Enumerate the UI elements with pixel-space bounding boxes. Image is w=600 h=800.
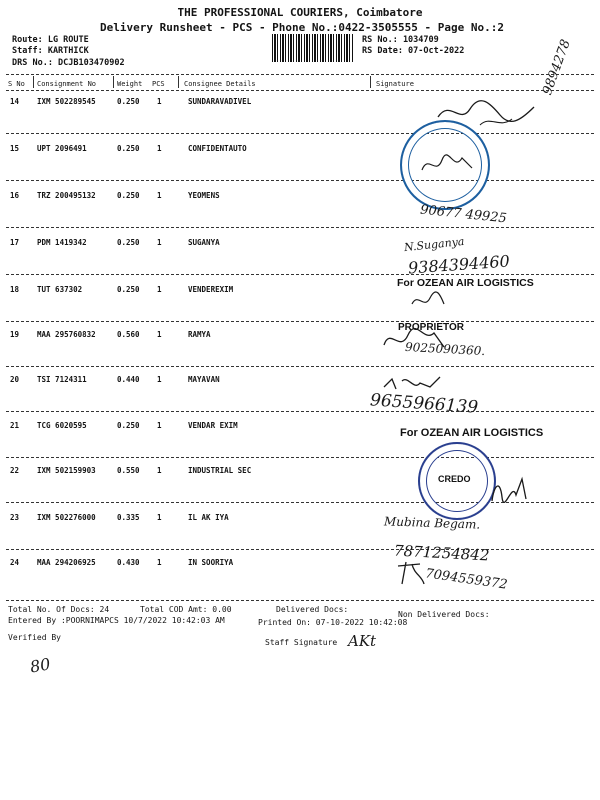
row-weight: 0.250 — [117, 421, 140, 430]
total-docs: Total No. Of Docs: 24 — [8, 605, 110, 614]
header-bottom-rule — [6, 90, 594, 91]
staff-signature-label: Staff Signature — [265, 638, 338, 647]
row-divider — [6, 549, 594, 550]
row-divider — [6, 457, 594, 458]
row-weight: 0.250 — [117, 97, 140, 106]
row-pcs: 1 — [157, 330, 162, 339]
row-weight: 0.250 — [117, 144, 140, 153]
delivered-docs: Delivered Docs: — [276, 605, 349, 614]
ozean-stamp-2: For OZEAN AIR LOGISTICS — [400, 427, 544, 439]
row-consignment: TUT 637302 — [37, 285, 83, 294]
header-top-rule — [6, 74, 594, 75]
row-consignment: IXM 502289545 — [37, 97, 96, 106]
row-sno: 23 — [10, 513, 20, 522]
row-sno: 14 — [10, 97, 20, 106]
row-consignment: IXM 502276000 — [37, 513, 96, 522]
entered-by: Entered By :POORNIMAPCS 10/7/2022 10:42:03 AM — [8, 616, 225, 625]
row-sno: 22 — [10, 466, 20, 475]
row-consignment: MAA 294206925 — [37, 558, 96, 567]
row-consignee: YEOMENS — [188, 191, 220, 200]
row-divider — [6, 411, 594, 412]
row-consignee: RAMYA — [188, 330, 211, 339]
col-divider — [178, 76, 179, 88]
col-header-weight: Weight — [117, 80, 143, 88]
row-weight: 0.430 — [117, 558, 140, 567]
row-divider — [6, 180, 594, 181]
row-sno: 16 — [10, 191, 20, 200]
rs-date: RS Date: 07-Oct-2022 — [362, 46, 465, 56]
row-sno: 19 — [10, 330, 20, 339]
table-row — [0, 191, 600, 238]
row-weight: 0.550 — [117, 466, 140, 475]
table-row — [0, 558, 600, 605]
row-consignment: TCG 6020595 — [37, 421, 87, 430]
row-divider — [6, 321, 594, 322]
runsheet-subtitle: Delivery Runsheet - PCS - Phone No.:0422-3505555 - Page No.:2 — [100, 21, 504, 34]
row-consignment: PDM 1419342 — [37, 238, 87, 247]
signature-scribble — [418, 150, 478, 180]
row-pcs: 1 — [157, 97, 162, 106]
handwritten-phone-r24-a: 7871254842 — [393, 541, 490, 565]
total-cod: Total COD Amt: 0.00 — [140, 605, 232, 614]
row-pcs: 1 — [157, 558, 162, 567]
row-pcs: 1 — [157, 421, 162, 430]
row-weight: 0.250 — [117, 285, 140, 294]
row-pcs: 1 — [157, 513, 162, 522]
row-consignee: INDUSTRIAL SEC — [188, 466, 252, 475]
signature-scribble — [392, 560, 428, 588]
row-sno: 18 — [10, 285, 20, 294]
row-consignee: VENDEREXIM — [188, 285, 234, 294]
row-divider — [6, 274, 594, 275]
row-sno: 20 — [10, 375, 20, 384]
rs-number: RS No.: 1034709 — [362, 35, 439, 45]
verified-by: Verified By — [8, 633, 61, 642]
printed-on: Printed On: 07-10-2022 10:42:08 — [258, 618, 408, 627]
row-consignee: CONFIDENTAUTO — [188, 144, 247, 153]
col-divider — [113, 76, 114, 88]
signature-scribble — [408, 288, 448, 314]
drs-number: DRS No.: DCJB103470902 — [12, 58, 125, 68]
row-sno: 21 — [10, 421, 20, 430]
verified-initials: 80 — [28, 654, 52, 677]
row-pcs: 1 — [157, 285, 162, 294]
row-pcs: 1 — [157, 466, 162, 475]
col-header-sno: S No — [8, 80, 25, 88]
row-consignee: IN SOORIYA — [188, 558, 234, 567]
row-pcs: 1 — [157, 375, 162, 384]
row-divider — [6, 227, 594, 228]
table-row — [0, 144, 600, 191]
row-consignment: TRZ 200495132 — [37, 191, 96, 200]
handwritten-name-r23: Mubina Begam. — [383, 514, 481, 532]
non-delivered-docs: Non Delivered Docs: — [398, 610, 490, 619]
row-consignment: UPT 2096491 — [37, 144, 87, 153]
row-pcs: 1 — [157, 238, 162, 247]
row-divider — [6, 366, 594, 367]
staff-initials: AKt — [348, 632, 377, 650]
handwritten-phone-r20: 9655966139 — [369, 390, 479, 418]
barcode-image — [272, 34, 354, 62]
row-consignee: SUNDARAVADIVEL — [188, 97, 252, 106]
table-row — [0, 513, 600, 560]
row-sno: 17 — [10, 238, 20, 247]
row-consignee: VENDAR EXIM — [188, 421, 238, 430]
table-row — [0, 330, 600, 377]
handwritten-phone-r17: 9384394460 — [407, 251, 511, 278]
row-consignment: IXM 502159903 — [37, 466, 96, 475]
ozean-stamp-1: For OZEAN AIR LOGISTICS — [397, 277, 534, 289]
row-consignee: MAYAVAN — [188, 375, 220, 384]
handwritten-phone-r19: 9025090360. — [404, 339, 486, 359]
handwritten-phone-r24-b: 7094559372 — [424, 566, 509, 593]
col-header-signature: Signature — [376, 80, 414, 88]
row-weight: 0.440 — [117, 375, 140, 384]
col-divider — [370, 76, 371, 88]
col-header-pcs: PCS — [152, 80, 165, 88]
row-pcs: 1 — [157, 144, 162, 153]
credo-stamp: CREDO — [438, 474, 471, 484]
table-row — [0, 285, 600, 332]
row-consignee: SUGANYA — [188, 238, 220, 247]
handwritten-phone-r16: 90677 49925 — [419, 202, 508, 227]
signature-scribble — [486, 475, 546, 505]
col-divider — [33, 76, 34, 88]
handwritten-name-r17: N.Suganya — [403, 234, 466, 255]
row-weight: 0.335 — [117, 513, 140, 522]
row-weight: 0.250 — [117, 191, 140, 200]
staff-label: Staff: KARTHICK — [12, 46, 89, 56]
row-weight: 0.250 — [117, 238, 140, 247]
row-consignee: IL AK IYA — [188, 513, 229, 522]
col-header-consignment: Consignment No — [37, 80, 97, 88]
row-pcs: 1 — [157, 191, 162, 200]
col-header-consignee: Consignee Details — [184, 80, 256, 88]
row-consignment: TSI 7124311 — [37, 375, 87, 384]
handwritten-phone-top: 9894278 — [540, 37, 574, 98]
table-bottom-rule — [6, 600, 594, 601]
company-title: THE PROFESSIONAL COURIERS, Coimbatore — [177, 6, 423, 19]
table-row — [0, 375, 600, 422]
route-label: Route: LG ROUTE — [12, 35, 89, 45]
row-weight: 0.560 — [117, 330, 140, 339]
proprietor-stamp: PROPRIETOR — [398, 322, 464, 333]
row-sno: 24 — [10, 558, 20, 567]
row-consignment: MAA 295760832 — [37, 330, 96, 339]
row-sno: 15 — [10, 144, 20, 153]
